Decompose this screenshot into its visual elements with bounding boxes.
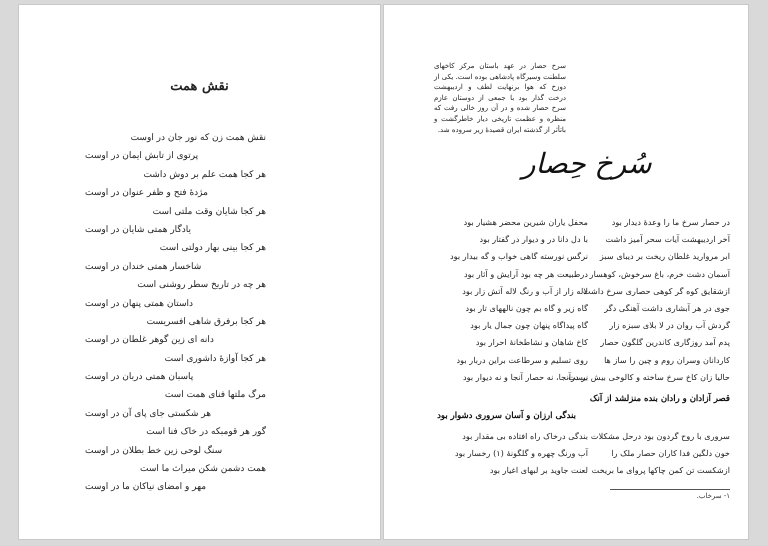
poem-half-line: درطبیعت هر چه بود آرایش و آثار بود [463, 268, 588, 279]
poem-line: داستان همتی پنهان در اوست [85, 298, 194, 309]
poem-line: یادگار همتی شایان در اوست [85, 224, 191, 235]
poem-half-line: بر درآنجا، نه حصار آنجا و نه دیوار بود [463, 371, 588, 382]
poem-column-left [446, 214, 588, 386]
poem-line: هر شکستی جای پای آن در اوست [85, 408, 211, 419]
poem-half-line: گردش آب روان در لا بلای سبزه زار [609, 320, 730, 331]
poem-half-line: بندگی درخاک راه افتاده بی مقدار بود [462, 431, 588, 441]
poem-column-left-lower [446, 428, 588, 480]
poem-half-line: ازشقایق کوه گر کوهی حصاری سرخ داشت [582, 285, 730, 296]
footnote-divider [610, 489, 730, 490]
poem-half-line: گاه پیداگاه پنهان چون جمال یار بود [470, 320, 588, 331]
poem-line: سنگ لوحی زین خط بطلان در اوست [85, 445, 223, 456]
intro-paragraph: سرخ حصار در عهد باستان مرکز کاخهای سلطنت وسیرگاه پادشاهی بوده است. یکی از دوزخ که هوا برنهایت لطف و اردیبهشت درخت گذار بود با جمعی از دوستان عازم سرخ حصار شده و در آن روز خالی رفت که منظره و عظمت تاریخی دیار خاطرگشت و باتأثر از گذشته ایران قصیدهٔ زیر سروده شد. [434, 62, 566, 134]
poem-half-line: خون دلگین فدا کاران حصار ملک را [611, 448, 730, 459]
poem-half-line: جوی در هر آبشاری داشت آهنگی دگر [604, 302, 730, 313]
poem-line: نقش همت زن که نور جان در اوست [130, 133, 266, 143]
poem-line: دانه ای زین گوهر غلطان در اوست [85, 335, 214, 346]
poem-half-line: آب ورنگ چهره و گلگونهٔ (۱) رخسار بود [454, 448, 588, 459]
poem-half-line: آخر اردیبهشت آیات سحر آمیز داشت [605, 234, 730, 245]
poem-line: هر کجا همت علم بر دوش داشت [143, 169, 266, 180]
poem-line: هر کجا شایان وقت ملتی است [152, 206, 266, 217]
poem-half-line: ازشکست تن کمن چاکها پروای ما بریخت [591, 465, 730, 476]
poem-half-line: لعنت جاوید بر لبهای اغیار بود [489, 465, 588, 476]
poem-lines [85, 129, 266, 497]
bold-verse-1: قصر آزادان و رادان بنده منزلشد از آنک [589, 394, 730, 404]
poem-half-line: حالیا زان کاخ سرخ ساخته و کالوخی بیش نیست [568, 371, 730, 382]
poem-line: شاخسار همتی خندان در اوست [85, 261, 202, 272]
poem-line: همت دشمن شکن میراث ما است [140, 464, 266, 475]
left-page [18, 4, 381, 540]
bold-verse-2: بندگی ارزان و آسان سروری دشوار بود [437, 411, 576, 421]
poem-half-line: آسمان دشت خرم، باغ سرخوش، کوهسار [589, 268, 730, 279]
poem-title-calligraphy: سُرخ حِصار [522, 147, 652, 180]
poem-line: هر چه در تاریخ سطر روشنی است [137, 280, 266, 291]
poem-half-line: سروری با روح گردون بود درحل مشکلات [590, 431, 730, 441]
poem-half-line: ابر مروارید غلطان ریخت بر دیبای سبز [599, 251, 730, 262]
footnote: ۱- سرخاب. [696, 492, 730, 500]
poem-column-right [568, 214, 730, 386]
poem-line: مهر و امضای نیاکان ما در اوست [85, 482, 207, 493]
poem-title: نقش همت [170, 79, 229, 94]
poem-half-line: روی تسلیم و سرطاعت براین دربار بود [456, 354, 588, 365]
poem-line: پاسبان همتی دربان در اوست [85, 372, 194, 383]
poem-half-line: پدم آمد روزگاری کاندرین گلگون حصار [600, 337, 730, 348]
poem-half-line: گاه زیر و گاه بم چون نالههای تار بود [465, 302, 588, 313]
poem-line: گور هر قومبکه در خاک فنا است [146, 427, 266, 438]
poem-half-line: نرگس نورسته گاهی خواب و گه بیدار بود [449, 251, 588, 262]
poem-half-line: در حصار سرخ ما را وعدهٔ دیدار بود [611, 217, 730, 227]
poem-line: هر کجا برفرق شاهی افسریست [146, 316, 266, 327]
right-page [383, 4, 749, 540]
poem-line: هر کجا بینی بهار دولتی است [159, 243, 266, 254]
poem-line: هر کجا آوازهٔ داشوری است [164, 353, 266, 364]
poem-half-line: کاخ شاهان و نشاطخانهٔ احرار بود [475, 337, 588, 348]
poem-line: پرتوی از تابش ایمان در اوست [85, 151, 199, 162]
poem-line: مژدهٔ فتح و ظفر عنوان در اوست [85, 188, 208, 199]
poem-column-right-lower [590, 428, 730, 480]
poem-half-line: محفل یاران شیرین محضر هشیار بود [463, 217, 588, 227]
poem-half-line: لاله زار از آب و رنگ لاله آتش زار بود [462, 285, 588, 296]
poem-half-line: کاردانان وسران روم و چین را ساز ها [604, 354, 730, 365]
poem-line: مرگ ملتها فنای همت است [164, 390, 266, 401]
poem-half-line: با دل دانا در و دیوار در گفتار بود [479, 234, 588, 245]
